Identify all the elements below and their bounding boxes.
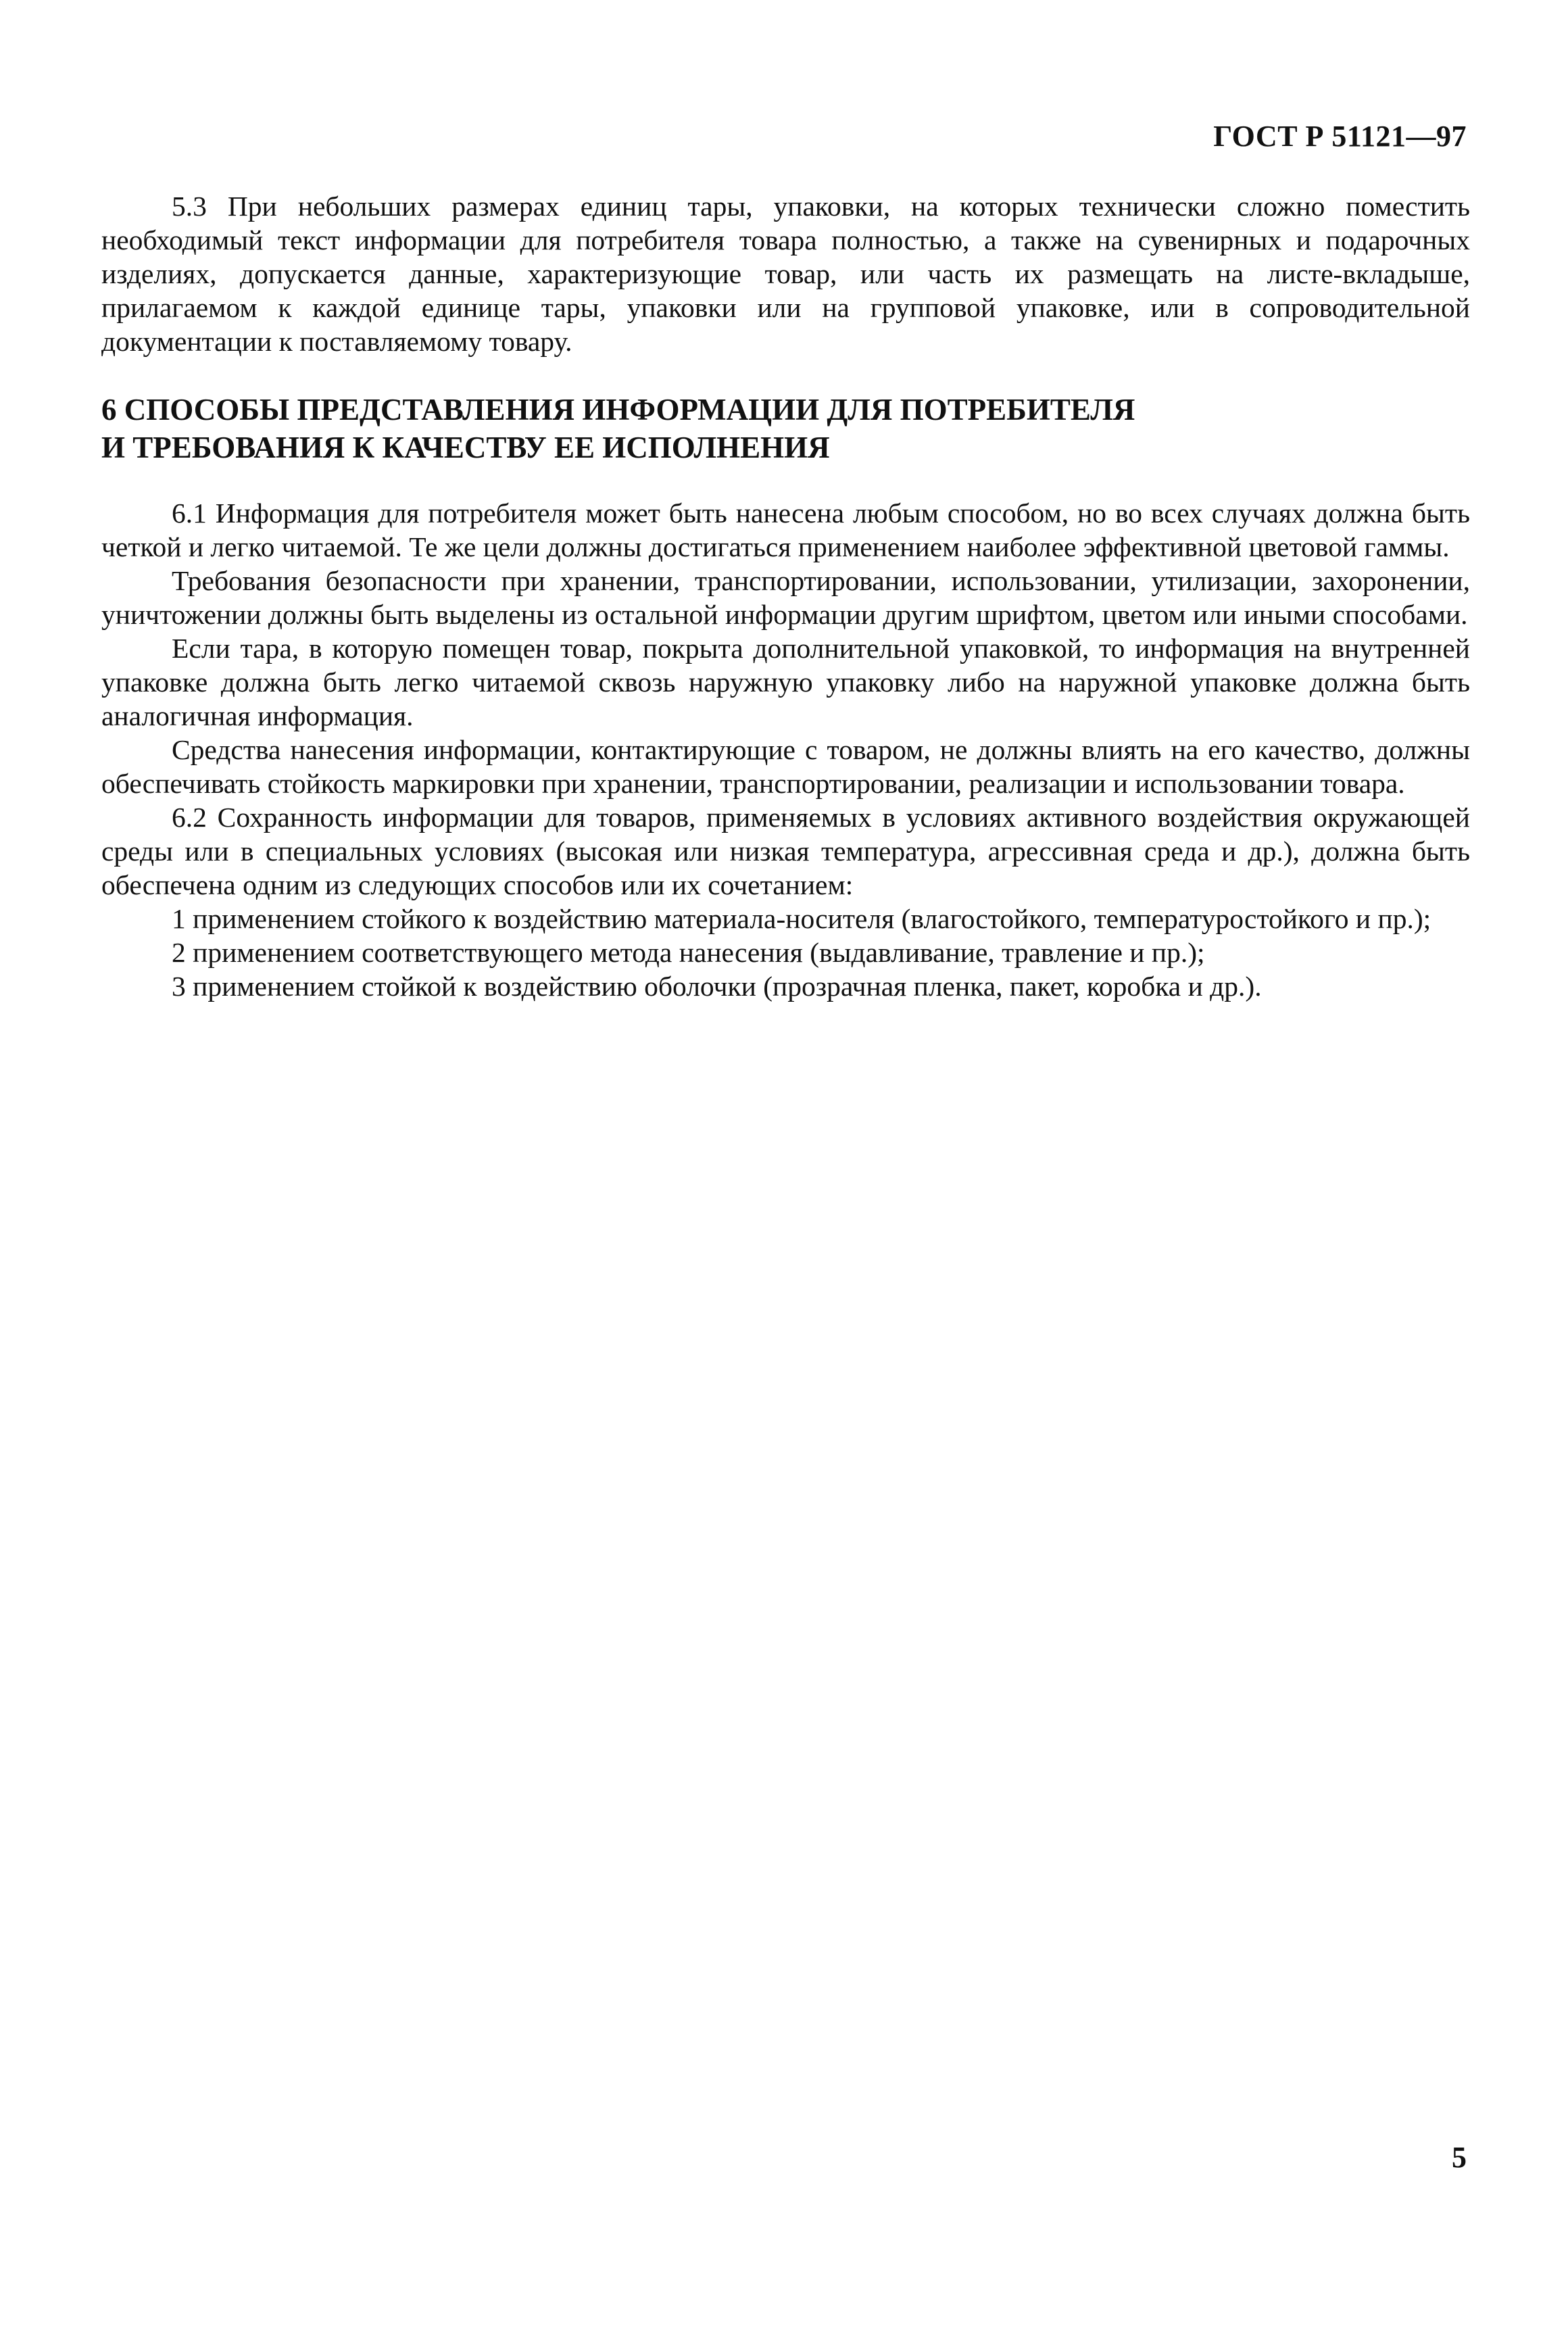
section-title-line-1: 6 СПОСОБЫ ПРЕДСТАВЛЕНИЯ ИНФОРМАЦИИ ДЛЯ ПОТРЕБИТЕЛЯ bbox=[101, 393, 1135, 427]
list-item-3: 3 применением стойкой к воздействию оболочки (прозрачная пленка, пакет, коробка и др.). bbox=[172, 971, 1262, 1002]
paragraph-6-2: 6.2 Сохранность информации для товаров, применяемых в условиях активного воздействия окружающей среды или в специальных условиях (высокая или низкая температура, агрессивная среда и др.), должна быть обеспечена одним из следующих способов или их сочетанием: bbox=[101, 802, 1470, 900]
section-title-line-2: И ТРЕБОВАНИЯ К КАЧЕСТВУ ЕЕ ИСПОЛНЕНИЯ bbox=[101, 431, 830, 464]
standard-code-header: ГОСТ Р 51121—97 bbox=[1213, 120, 1467, 153]
paragraph-6-1: 6.1 Информация для потребителя может быть нанесена любым способом, но во всех случаях должна быть четкой и легко читаемой. Те же цели должны достигаться применением наиболее эффективной цветовой гаммы. bbox=[101, 498, 1470, 562]
paragraph-outer-packaging: Если тара, в которую помещен товар, покрыта дополнительной упаковкой, то информация на внутренней упаковке должна быть легко читаемой сквозь наружную упаковку либо на наружной упаковке должна быть аналогичная информация. bbox=[101, 633, 1470, 731]
paragraph-marking-means: Средства нанесения информации, контактирующие с товаром, не должны влиять на его качество, должны обеспечивать стойкость маркировки при хранении, транспортировании, реализации и использовании товара. bbox=[101, 734, 1470, 799]
paragraph-5-3: 5.3 При небольших размерах единиц тары, упаковки, на которых технически сложно поместить необходимый текст информации для потребителя товара полностью, а также на сувенирных и подарочных изделиях, допускается данные, характеризующие товар, или часть их размещать на листе-вкладыше, прилагаемом к каждой единице тары, упаковки или на групповой упаковке, или в сопроводительной документации к поставляемому товару. bbox=[101, 191, 1470, 357]
section-6-title bbox=[101, 391, 1250, 466]
paragraph-safety-requirements: Требования безопасности при хранении, транспортировании, использовании, утилизации, захоронении, уничтожении должны быть выделены из остальной информации другим шрифтом, цветом или иными способами. bbox=[101, 565, 1470, 630]
list-item-1: 1 применением стойкого к воздействию материала-носителя (влагостойкого, температуростойкого и пр.); bbox=[172, 903, 1431, 934]
document-body bbox=[101, 189, 1470, 1003]
page-number: 5 bbox=[1452, 2141, 1467, 2174]
list-item-2: 2 применением соответствующего метода нанесения (выдавливание, травление и пр.); bbox=[172, 937, 1205, 968]
